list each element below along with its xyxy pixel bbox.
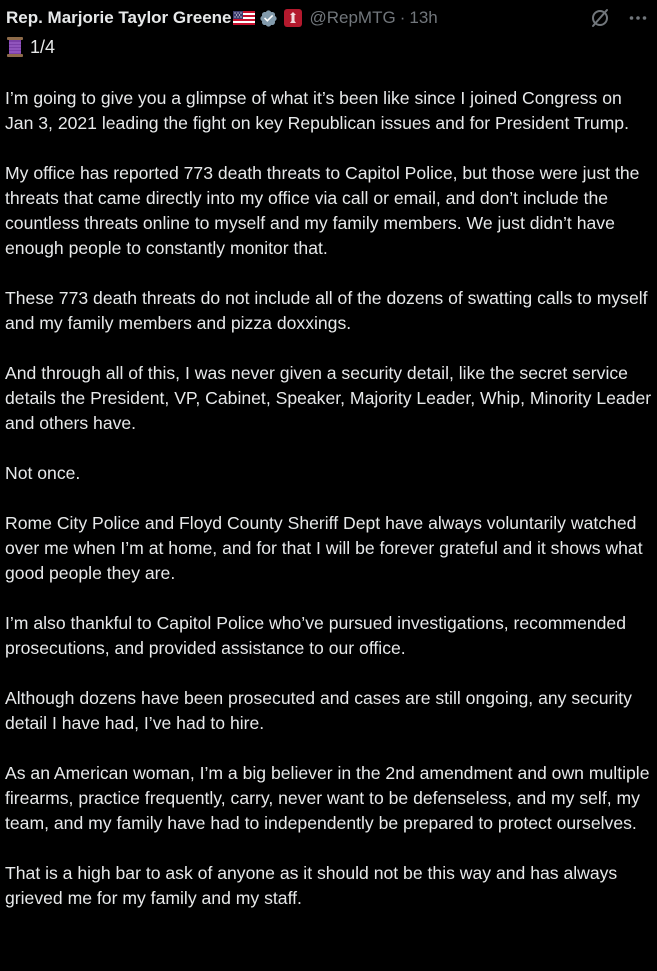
- tweet-text: [5, 86, 655, 936]
- tweet-paragraph: As an American woman, I’m a big believer in the 2nd amendment and own multiple firearms, practice frequently, carry, never want to be defenseless, and my self, my team, and my family have had to independently be prepared to protect ourselves.: [5, 763, 650, 833]
- us-flag-icon: [233, 11, 255, 25]
- author-name[interactable]: Rep. Marjorie Taylor Greene: [6, 8, 232, 27]
- tweet-paragraph: These 773 death threats do not include all of the dozens of swatting calls to myself and my family members and pizza doxxings.: [5, 288, 648, 333]
- header-actions: [589, 7, 649, 29]
- tweet-paragraph: I’m also thankful to Capitol Police who’ve pursued investigations, recommended prosecutions, and provided assistance to our office.: [5, 613, 626, 658]
- more-icon[interactable]: [627, 7, 649, 29]
- house-seal-icon[interactable]: [284, 9, 302, 27]
- tweet-paragraph: Although dozens have been prosecuted and cases are still ongoing, any security detail I have had, I’ve had to hire.: [5, 688, 632, 733]
- meta-separator: ·: [399, 8, 406, 27]
- verified-badge-icon[interactable]: [259, 9, 278, 28]
- tweet-header: [6, 6, 649, 30]
- tweet-paragraph: My office has reported 773 death threats to Capitol Police, but those were just the threats that came directly into my office via call or email, and don’t include the countless threats online to myself and my family members. We just didn’t have enough people to constantly monitor that.: [5, 163, 640, 258]
- tweet-paragraph: Not once.: [5, 463, 81, 483]
- tweet-paragraph: Rome City Police and Floyd County Sheriff Dept have always voluntarily watched over me when I’m at home, and for that I will be forever grateful and it shows what good people they are.: [5, 513, 643, 583]
- tweet-paragraph: And through all of this, I was never given a security detail, like the secret service details the President, VP, Cabinet, Speaker, Majority Leader, Whip, Minority Leader and others have.: [5, 363, 652, 433]
- post-time[interactable]: 13h: [409, 8, 438, 27]
- tweet-paragraph: I’m going to give you a glimpse of what it’s been like since I joined Congress on Jan 3, 2021 leading the fight on key Republican issues and for President Trump.: [5, 88, 629, 133]
- tweet-paragraph: That is a high bar to ask of anyone as it should not be this way and has always grieved me for my family and my staff.: [5, 863, 618, 908]
- thread-counter-label: 1/4: [30, 36, 56, 57]
- author-handle[interactable]: @RepMTG: [309, 8, 396, 27]
- spool-icon: [6, 36, 24, 58]
- grok-icon[interactable]: [589, 7, 611, 29]
- thread-counter: [6, 35, 55, 59]
